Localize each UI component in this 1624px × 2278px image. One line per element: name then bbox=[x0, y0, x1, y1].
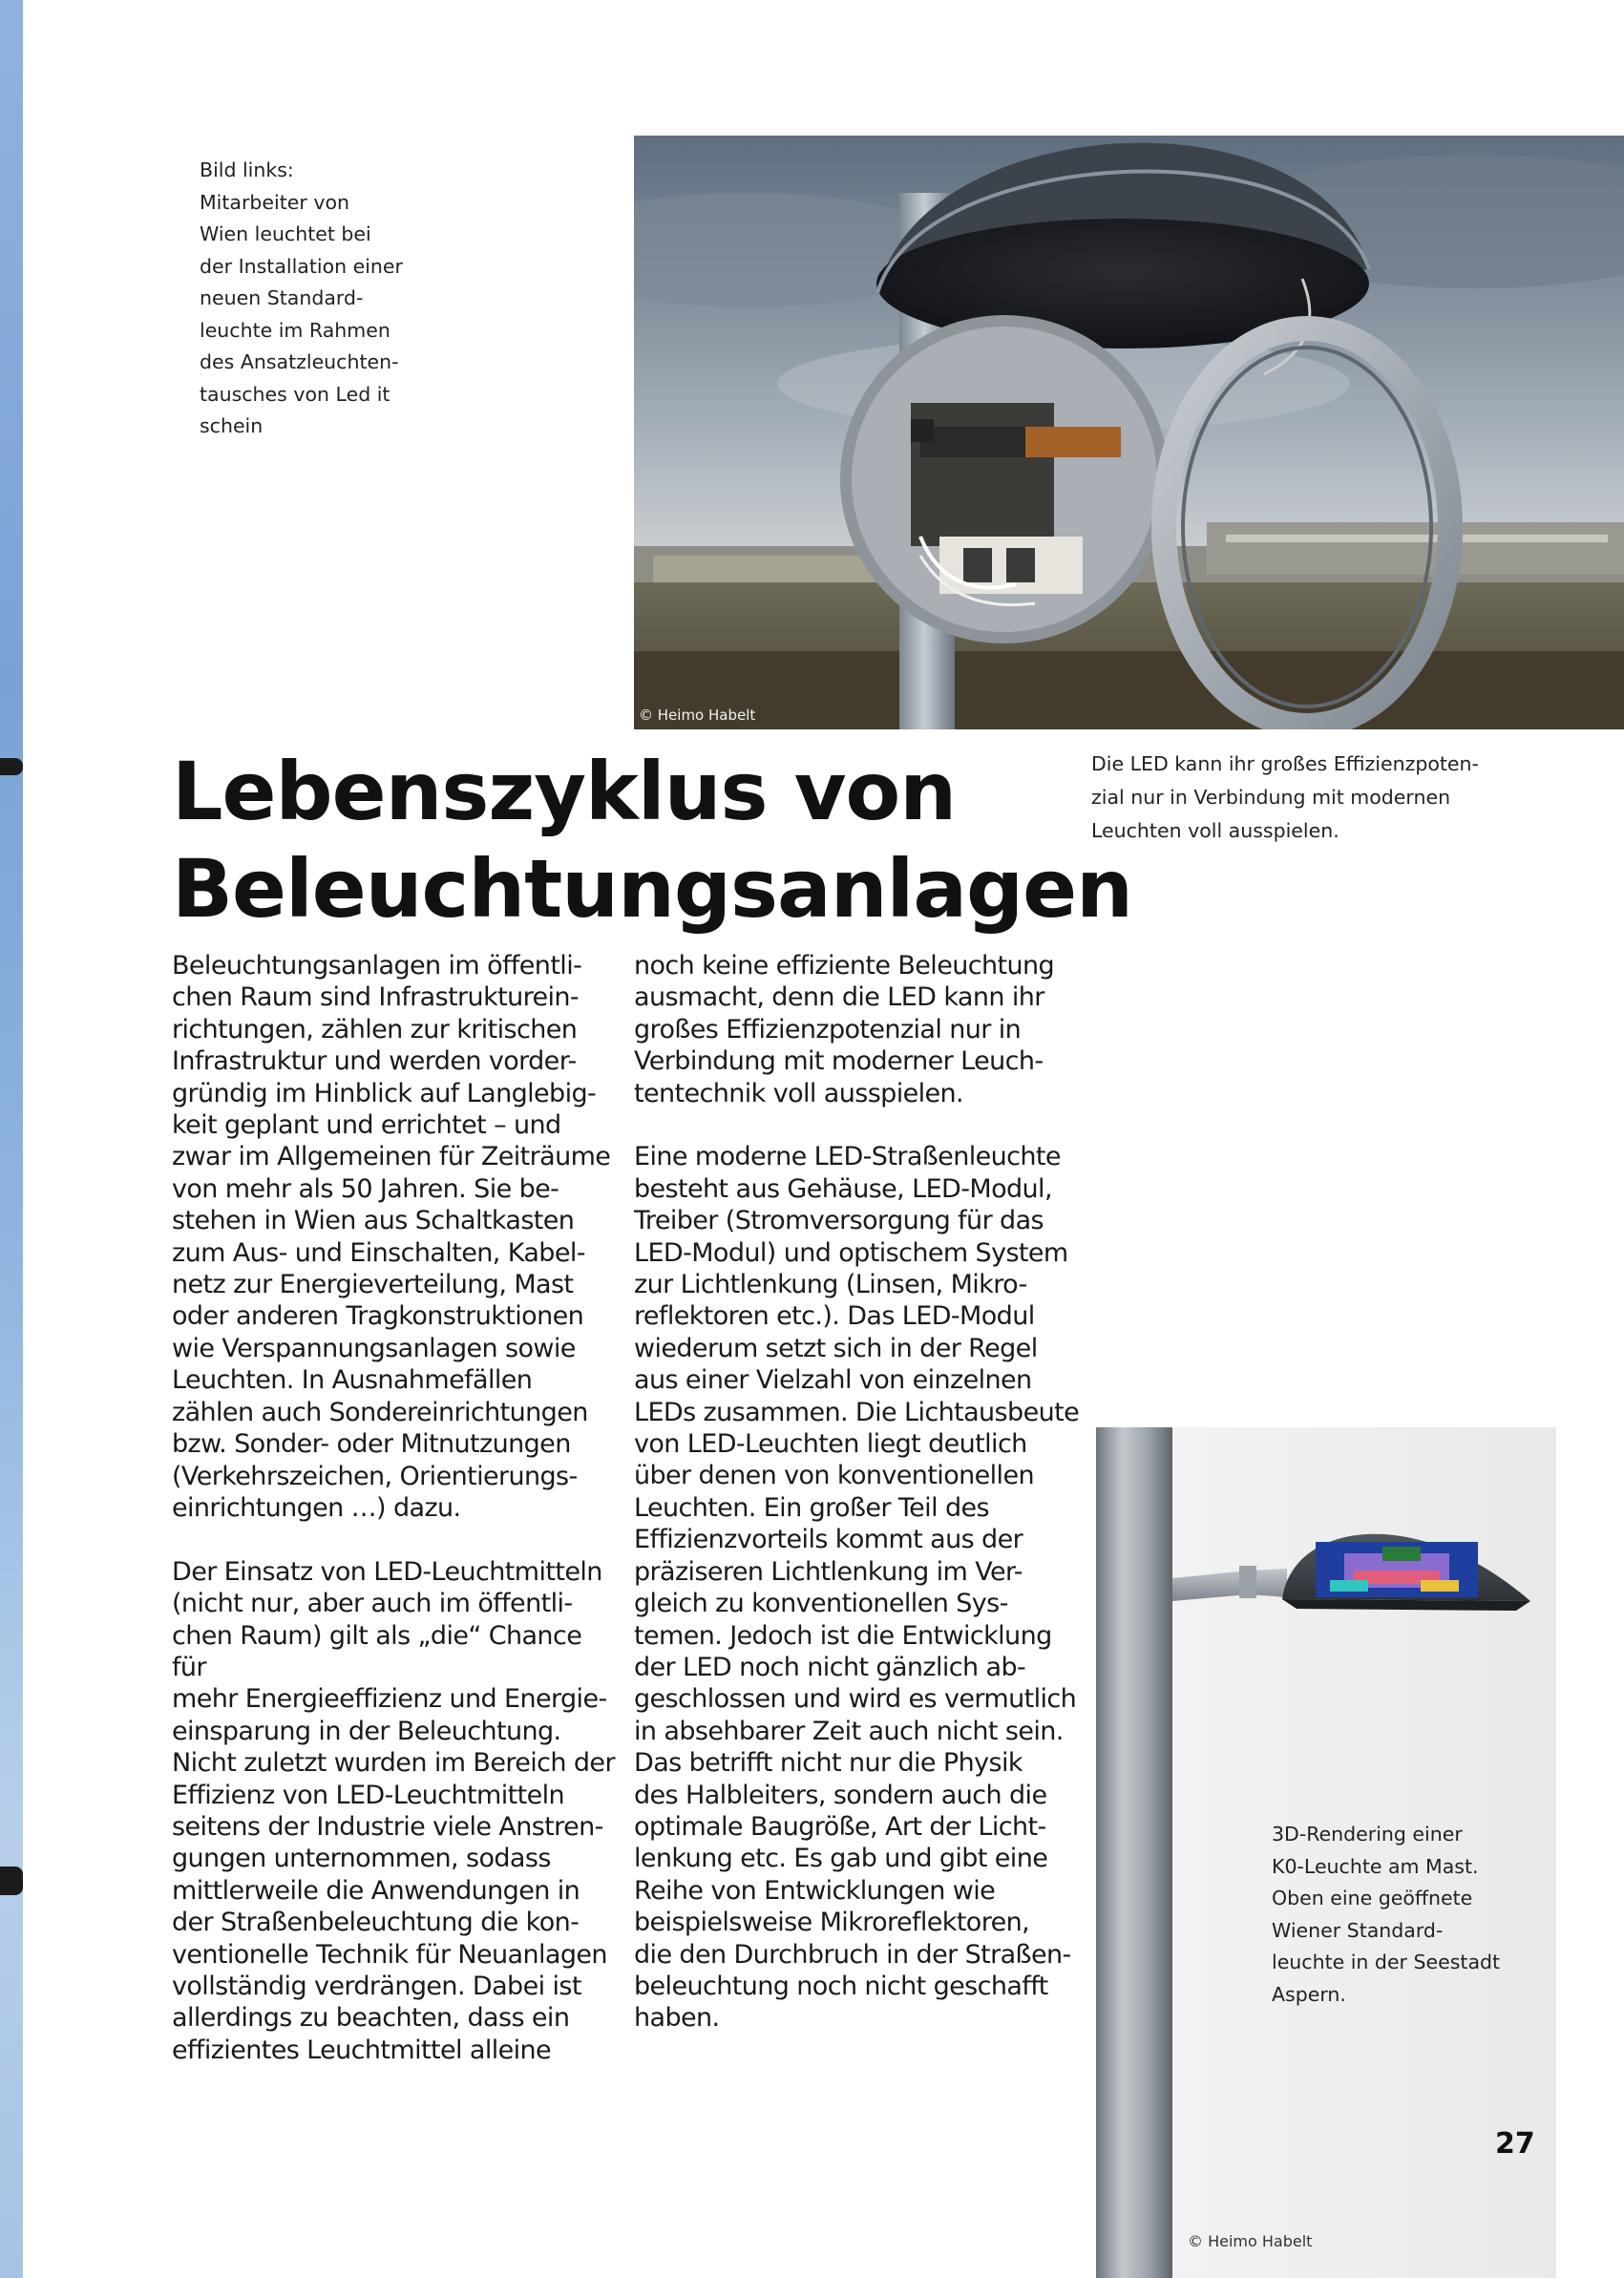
photo-credit-bottom: © Heimo Habelt bbox=[1188, 2232, 1313, 2250]
body-paragraph: Beleuchtungsanlagen im öffentli- chen Raum sind Infrastrukturein- richtungen, zählen zur kritischen Infrastruktur und werden vorder- gründig im Hinblick auf Langlebig- keit geplant und errichtet – und zwar im Allgemeinen für Zeiträume von mehr als 50 Jahren. Sie be- stehen in Wien aus Schaltkasten zum Aus- und Einschalten, Kabel- netz zur Energieverteilung, Mast oder anderen Tragkonstruktionen wie Verspannungsanlagen sowie Leuchten. In Ausnahmefällen zählen auch Sondereinrichtungen bzw. Sonder- oder Mitnutzungen (Verkehrszeichen, Orientierungs- einrichtungen …) dazu. bbox=[172, 951, 611, 1523]
rendering-caption: 3D-Rendering einer K0-Leuchte am Mast. Oben eine geöffnete Wiener Standard- leuchte in der Seestadt Aspern. bbox=[1272, 1823, 1501, 2006]
body-paragraph: Der Einsatz von LED-Leuchtmitteln (nicht nur, aber auch im öffentli- chen Raum) gilt als „die“ Chance für mehr Energieeffizienz und Energie- einsparung in der Beleuchtung. Nicht zuletzt wurden im Bereich der Effizienz von LED-Leuchtmitteln seitens der Industrie viele Anstren- gungen unternommen, sodass mittlerweile die Anwendungen in der Straßenbeleuchtung die kon- ventionelle Technik für Neuanlagen vollständig verdrängen. Dabei ist allerdings zu beachten, dass ein effizientes Leuchtmittel alleine bbox=[172, 1556, 615, 2065]
lamp-fragment bbox=[0, 1867, 23, 1895]
left-edge-photo-strip bbox=[0, 0, 23, 2278]
body-paragraph: Eine moderne LED-Straßenleuchte besteht aus Gehäuse, LED-Modul, Treiber (Stromversorgung für das LED-Modul) und optischem System zur Lichtlenkung (Linsen, Mikro- reflektoren etc.). Das LED-Modul wiederum setzt sich in der Regel aus einer Vielzahl von einzelnen LEDs zusammen. Die Lichtausbeute von LED-Leuchten liegt deutlich über denen von konventionellen Leuchten. Ein großer Teil des Effizienzvorteils kommt aus der präziseren Lichtlenkung im Ver- gleich zu konventionellen Sys- temen. Jedoch ist die Entwicklung der LED noch nicht gänzlich ab- geschlossen und wird es vermutlich in absehbarer Zeit auch nicht sein. Das betrifft nicht nur die Physik des Halbleiters, sondern auch die optimale Baugröße, Art der Licht- lenkung etc. Es gab und gibt eine Reihe von Entwicklungen wie beispielsweise Mikroreflektoren, die den Durchbruch in der Straßen- beleuchtung noch nicht geschafft haben. bbox=[634, 1142, 1080, 2034]
body-column-left bbox=[172, 950, 621, 2099]
opened-luminaire-photo bbox=[634, 136, 1624, 729]
body-paragraph: noch keine effiziente Beleuchtung ausmacht, denn die LED kann ihr großes Effizienzpotenzial nur in Verbindung mit moderner Leuch- tentechnik voll ausspielen. bbox=[634, 951, 1055, 1108]
photo-caption-right: Die LED kann ihr großes Effizienzpoten- zial nur in Verbindung mit modernen Leuchten voll ausspielen. bbox=[1091, 752, 1479, 842]
body-column-right bbox=[634, 950, 1083, 2066]
lamp-fragment bbox=[0, 758, 23, 775]
photo-caption-left: Bild links: Mitarbeiter von Wien leuchtet bei der Installation einer neuen Standard- leuchte im Rahmen des Ansatzleuchten- tausches von Led it schein bbox=[200, 158, 403, 437]
article-headline: Lebenszyklus von Beleuchtungsanlagen bbox=[172, 745, 1132, 936]
page-number: 27 bbox=[1495, 2127, 1535, 2161]
photo-credit-top: © Heimo Habelt bbox=[639, 707, 756, 724]
